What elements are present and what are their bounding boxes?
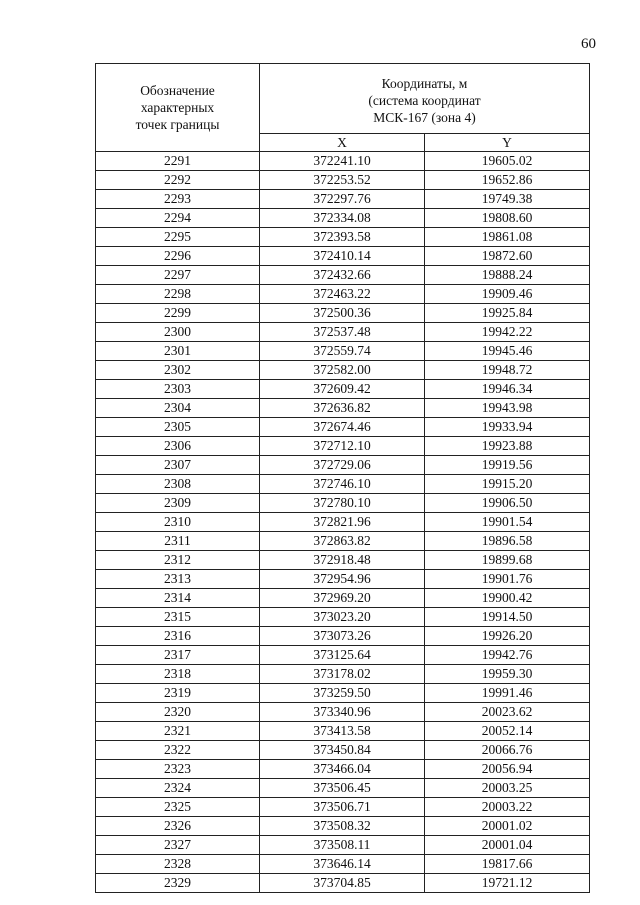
x-coordinate-cell: 372559.74 [260, 342, 425, 361]
point-id-cell: 2319 [96, 684, 260, 703]
table-row [96, 285, 590, 304]
y-coordinate-cell: 19942.76 [425, 646, 590, 665]
x-coordinate-cell: 372609.42 [260, 380, 425, 399]
table-row [96, 703, 590, 722]
y-coordinate-cell: 19901.76 [425, 570, 590, 589]
point-id-cell: 2292 [96, 171, 260, 190]
point-id-cell: 2324 [96, 779, 260, 798]
y-coordinate-cell: 20023.62 [425, 703, 590, 722]
x-coordinate-cell: 372297.76 [260, 190, 425, 209]
table-row [96, 627, 590, 646]
table-row [96, 342, 590, 361]
y-coordinate-cell: 19909.46 [425, 285, 590, 304]
x-coordinate-cell: 373413.58 [260, 722, 425, 741]
y-coordinate-cell: 19946.34 [425, 380, 590, 399]
table-body [96, 152, 590, 893]
y-coordinate-cell: 19945.46 [425, 342, 590, 361]
x-coordinate-cell: 372674.46 [260, 418, 425, 437]
x-coordinate-cell: 373259.50 [260, 684, 425, 703]
point-id-cell: 2313 [96, 570, 260, 589]
y-coordinate-cell: 19948.72 [425, 361, 590, 380]
point-id-cell: 2322 [96, 741, 260, 760]
x-coordinate-cell: 372821.96 [260, 513, 425, 532]
table-row [96, 798, 590, 817]
x-coordinate-cell: 372432.66 [260, 266, 425, 285]
x-coordinate-cell: 372582.00 [260, 361, 425, 380]
point-id-cell: 2325 [96, 798, 260, 817]
table-row [96, 475, 590, 494]
x-coordinate-cell: 373506.45 [260, 779, 425, 798]
point-id-cell: 2309 [96, 494, 260, 513]
y-coordinate-cell: 19899.68 [425, 551, 590, 570]
x-coordinate-cell: 373506.71 [260, 798, 425, 817]
x-coordinate-cell: 373178.02 [260, 665, 425, 684]
table-row [96, 418, 590, 437]
x-coordinate-cell: 373340.96 [260, 703, 425, 722]
table-row [96, 760, 590, 779]
x-coordinate-cell: 372863.82 [260, 532, 425, 551]
x-coordinate-cell: 372954.96 [260, 570, 425, 589]
table-row [96, 228, 590, 247]
point-id-cell: 2302 [96, 361, 260, 380]
x-coordinate-cell: 373508.11 [260, 836, 425, 855]
table-row [96, 836, 590, 855]
y-coordinate-cell: 19605.02 [425, 152, 590, 171]
x-coordinate-cell: 372537.48 [260, 323, 425, 342]
table-row [96, 437, 590, 456]
y-coordinate-cell: 19749.38 [425, 190, 590, 209]
table-row [96, 361, 590, 380]
x-coordinate-cell: 373466.04 [260, 760, 425, 779]
point-id-cell: 2316 [96, 627, 260, 646]
y-coordinate-cell: 19896.58 [425, 532, 590, 551]
x-coordinate-cell: 372746.10 [260, 475, 425, 494]
y-coordinate-cell: 19872.60 [425, 247, 590, 266]
point-id-cell: 2315 [96, 608, 260, 627]
x-coordinate-cell: 373704.85 [260, 874, 425, 893]
table-row [96, 874, 590, 893]
point-header-line-3: точек границы [135, 117, 220, 132]
x-coordinate-cell: 372780.10 [260, 494, 425, 513]
x-coordinate-cell: 372253.52 [260, 171, 425, 190]
table-row [96, 779, 590, 798]
point-id-cell: 2296 [96, 247, 260, 266]
table-row [96, 855, 590, 874]
coords-header-line-1: Координаты, м [381, 76, 468, 91]
y-coordinate-cell: 19652.86 [425, 171, 590, 190]
y-coordinate-cell: 19926.20 [425, 627, 590, 646]
y-coordinate-cell: 19817.66 [425, 855, 590, 874]
x-coordinate-cell: 372334.08 [260, 209, 425, 228]
point-id-cell: 2306 [96, 437, 260, 456]
y-coordinate-cell: 19991.46 [425, 684, 590, 703]
table-row [96, 380, 590, 399]
point-id-cell: 2304 [96, 399, 260, 418]
table-row [96, 190, 590, 209]
table-row [96, 209, 590, 228]
x-coordinate-cell: 373125.64 [260, 646, 425, 665]
y-coordinate-cell: 19906.50 [425, 494, 590, 513]
point-id-cell: 2327 [96, 836, 260, 855]
header-row-top [96, 64, 590, 134]
y-coordinate-cell: 20066.76 [425, 741, 590, 760]
page-number: 60 [581, 36, 596, 52]
y-coordinate-cell: 19925.84 [425, 304, 590, 323]
y-coordinate-cell: 19900.42 [425, 589, 590, 608]
y-coordinate-cell: 19721.12 [425, 874, 590, 893]
coordinates-header [260, 64, 590, 134]
table-row [96, 171, 590, 190]
table-row [96, 513, 590, 532]
x-coordinate-cell: 372712.10 [260, 437, 425, 456]
point-id-cell: 2307 [96, 456, 260, 475]
x-column-header: X [260, 134, 425, 152]
x-coordinate-cell: 372241.10 [260, 152, 425, 171]
y-coordinate-cell: 20003.22 [425, 798, 590, 817]
coordinates-table [95, 63, 590, 893]
table-row [96, 456, 590, 475]
table-row [96, 741, 590, 760]
table-row [96, 570, 590, 589]
table-row [96, 304, 590, 323]
point-id-cell: 2310 [96, 513, 260, 532]
table-row [96, 532, 590, 551]
y-coordinate-cell: 19914.50 [425, 608, 590, 627]
table-row [96, 665, 590, 684]
x-coordinate-cell: 372410.14 [260, 247, 425, 266]
table-row [96, 608, 590, 627]
table-row [96, 551, 590, 570]
point-id-cell: 2294 [96, 209, 260, 228]
point-id-cell: 2293 [96, 190, 260, 209]
table-header [96, 64, 590, 152]
table-row [96, 494, 590, 513]
y-coordinate-cell: 19942.22 [425, 323, 590, 342]
x-coordinate-cell: 373073.26 [260, 627, 425, 646]
table-row [96, 817, 590, 836]
y-coordinate-cell: 19915.20 [425, 475, 590, 494]
table-row [96, 152, 590, 171]
table-row [96, 589, 590, 608]
y-column-header: Y [425, 134, 590, 152]
table-row [96, 684, 590, 703]
point-id-cell: 2308 [96, 475, 260, 494]
point-id-cell: 2311 [96, 532, 260, 551]
point-designation-header [96, 64, 260, 152]
y-coordinate-cell: 20052.14 [425, 722, 590, 741]
point-id-cell: 2326 [96, 817, 260, 836]
point-id-cell: 2303 [96, 380, 260, 399]
y-coordinate-cell: 20003.25 [425, 779, 590, 798]
table-row [96, 323, 590, 342]
point-id-cell: 2300 [96, 323, 260, 342]
point-id-cell: 2314 [96, 589, 260, 608]
x-coordinate-cell: 372500.36 [260, 304, 425, 323]
table-row [96, 266, 590, 285]
point-id-cell: 2321 [96, 722, 260, 741]
point-id-cell: 2317 [96, 646, 260, 665]
point-id-cell: 2299 [96, 304, 260, 323]
point-id-cell: 2301 [96, 342, 260, 361]
y-coordinate-cell: 19888.24 [425, 266, 590, 285]
y-coordinate-cell: 20056.94 [425, 760, 590, 779]
point-header-line-1: Обозначение [140, 83, 215, 98]
x-coordinate-cell: 372729.06 [260, 456, 425, 475]
point-id-cell: 2305 [96, 418, 260, 437]
x-coordinate-cell: 373646.14 [260, 855, 425, 874]
x-coordinate-cell: 373450.84 [260, 741, 425, 760]
x-coordinate-cell: 373023.20 [260, 608, 425, 627]
y-coordinate-cell: 19808.60 [425, 209, 590, 228]
y-coordinate-cell: 19933.94 [425, 418, 590, 437]
point-id-cell: 2320 [96, 703, 260, 722]
y-coordinate-cell: 19959.30 [425, 665, 590, 684]
x-coordinate-cell: 373508.32 [260, 817, 425, 836]
y-coordinate-cell: 19919.56 [425, 456, 590, 475]
y-coordinate-cell: 19943.98 [425, 399, 590, 418]
x-coordinate-cell: 372636.82 [260, 399, 425, 418]
x-coordinate-cell: 372969.20 [260, 589, 425, 608]
x-coordinate-cell: 372918.48 [260, 551, 425, 570]
point-id-cell: 2298 [96, 285, 260, 304]
y-coordinate-cell: 19861.08 [425, 228, 590, 247]
point-id-cell: 2297 [96, 266, 260, 285]
point-id-cell: 2312 [96, 551, 260, 570]
y-coordinate-cell: 19901.54 [425, 513, 590, 532]
coords-header-line-3: МСК-167 (зона 4) [373, 110, 476, 125]
point-id-cell: 2291 [96, 152, 260, 171]
table-row [96, 646, 590, 665]
x-coordinate-cell: 372393.58 [260, 228, 425, 247]
y-coordinate-cell: 19923.88 [425, 437, 590, 456]
y-coordinate-cell: 20001.02 [425, 817, 590, 836]
table-row [96, 247, 590, 266]
point-id-cell: 2318 [96, 665, 260, 684]
point-header-line-2: характерных [140, 100, 215, 115]
point-id-cell: 2323 [96, 760, 260, 779]
table-row [96, 399, 590, 418]
y-coordinate-cell: 20001.04 [425, 836, 590, 855]
point-id-cell: 2329 [96, 874, 260, 893]
x-coordinate-cell: 372463.22 [260, 285, 425, 304]
coords-header-line-2: (система координат [368, 93, 481, 108]
point-id-cell: 2295 [96, 228, 260, 247]
table-row [96, 722, 590, 741]
point-id-cell: 2328 [96, 855, 260, 874]
